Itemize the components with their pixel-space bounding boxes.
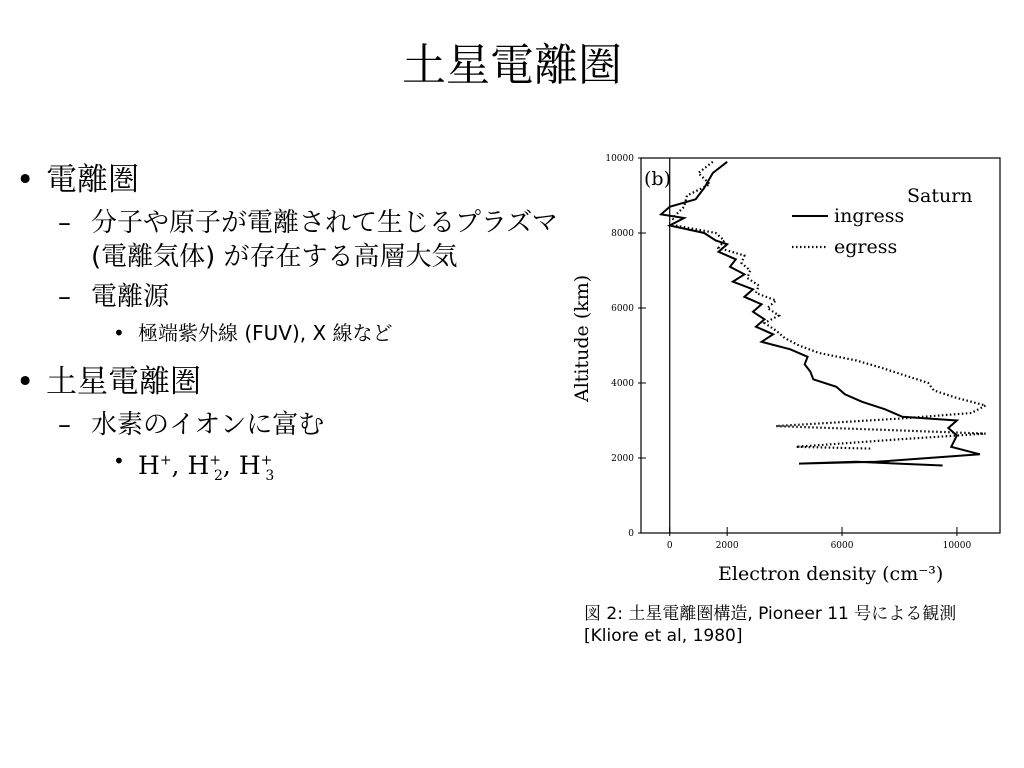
figure-caption: [584, 603, 1024, 647]
bullet-ion-formulas: [16, 448, 561, 489]
plot-frame: [641, 158, 1000, 533]
y-tick-label: 10000: [605, 154, 634, 164]
bullet-saturn-ionosphere: [16, 362, 561, 402]
x-tick-label: 2000: [715, 541, 739, 551]
x-axis-label: Electron density (cm⁻³): [718, 563, 944, 585]
bullet-ionization-source: [16, 280, 561, 314]
ion-formula: H+, $H^+_2$, $H^+_3$: [138, 451, 275, 485]
x-tick-label: 0: [666, 541, 673, 551]
bullet-text: 土星電離圏: [46, 364, 201, 400]
electron-density-chart: [560, 150, 1010, 595]
y-tick-label: 2000: [611, 454, 634, 464]
bullet-dot-icon: •: [113, 321, 125, 345]
bullet-dot-icon: •: [113, 449, 125, 473]
dash-icon: –: [58, 410, 71, 440]
bullet-dot-icon: •: [16, 364, 35, 400]
dash-icon: –: [58, 208, 71, 238]
panel-label: (b): [644, 168, 671, 190]
bullet-text: 電離源: [91, 282, 170, 312]
y-tick-label: 0: [628, 529, 634, 539]
bullet-text: 分子や原子が電離されて生じるプラズマ (電離気体) が存在する高層大気: [91, 208, 558, 272]
y-tick-label: 8000: [611, 229, 634, 239]
caption-citation: [Kliore et al, 1980]: [584, 626, 743, 646]
y-axis-label: Altitude (km): [571, 274, 593, 402]
bullet-definition: [16, 206, 561, 274]
bullet-hydrogen-ions: [16, 408, 561, 442]
legend-label-ingress: ingress: [834, 205, 905, 227]
bullet-text: 水素のイオンに富む: [91, 410, 325, 440]
bullet-list: [16, 160, 561, 505]
y-tick-label: 4000: [611, 379, 634, 389]
bullet-text: 極端紫外線 (FUV), X 線など: [138, 321, 393, 345]
slide-title: 土星電離圏: [402, 40, 622, 91]
legend-label-egress: egress: [834, 236, 898, 258]
bullet-fuv-xray: [16, 320, 561, 346]
bullet-ionosphere: [16, 160, 561, 200]
dash-icon: –: [58, 282, 71, 312]
planet-label: Saturn: [907, 185, 973, 207]
caption-line: 図 2: 土星電離圏構造, Pioneer 11 号による観測: [584, 604, 957, 624]
y-tick-label: 6000: [611, 304, 634, 314]
bullet-text: 電離圏: [46, 162, 139, 198]
x-tick-label: 6000: [830, 541, 854, 551]
ingress-series-line: [661, 162, 980, 466]
x-tick-label: 10000: [942, 541, 972, 551]
bullet-dot-icon: •: [16, 162, 35, 198]
